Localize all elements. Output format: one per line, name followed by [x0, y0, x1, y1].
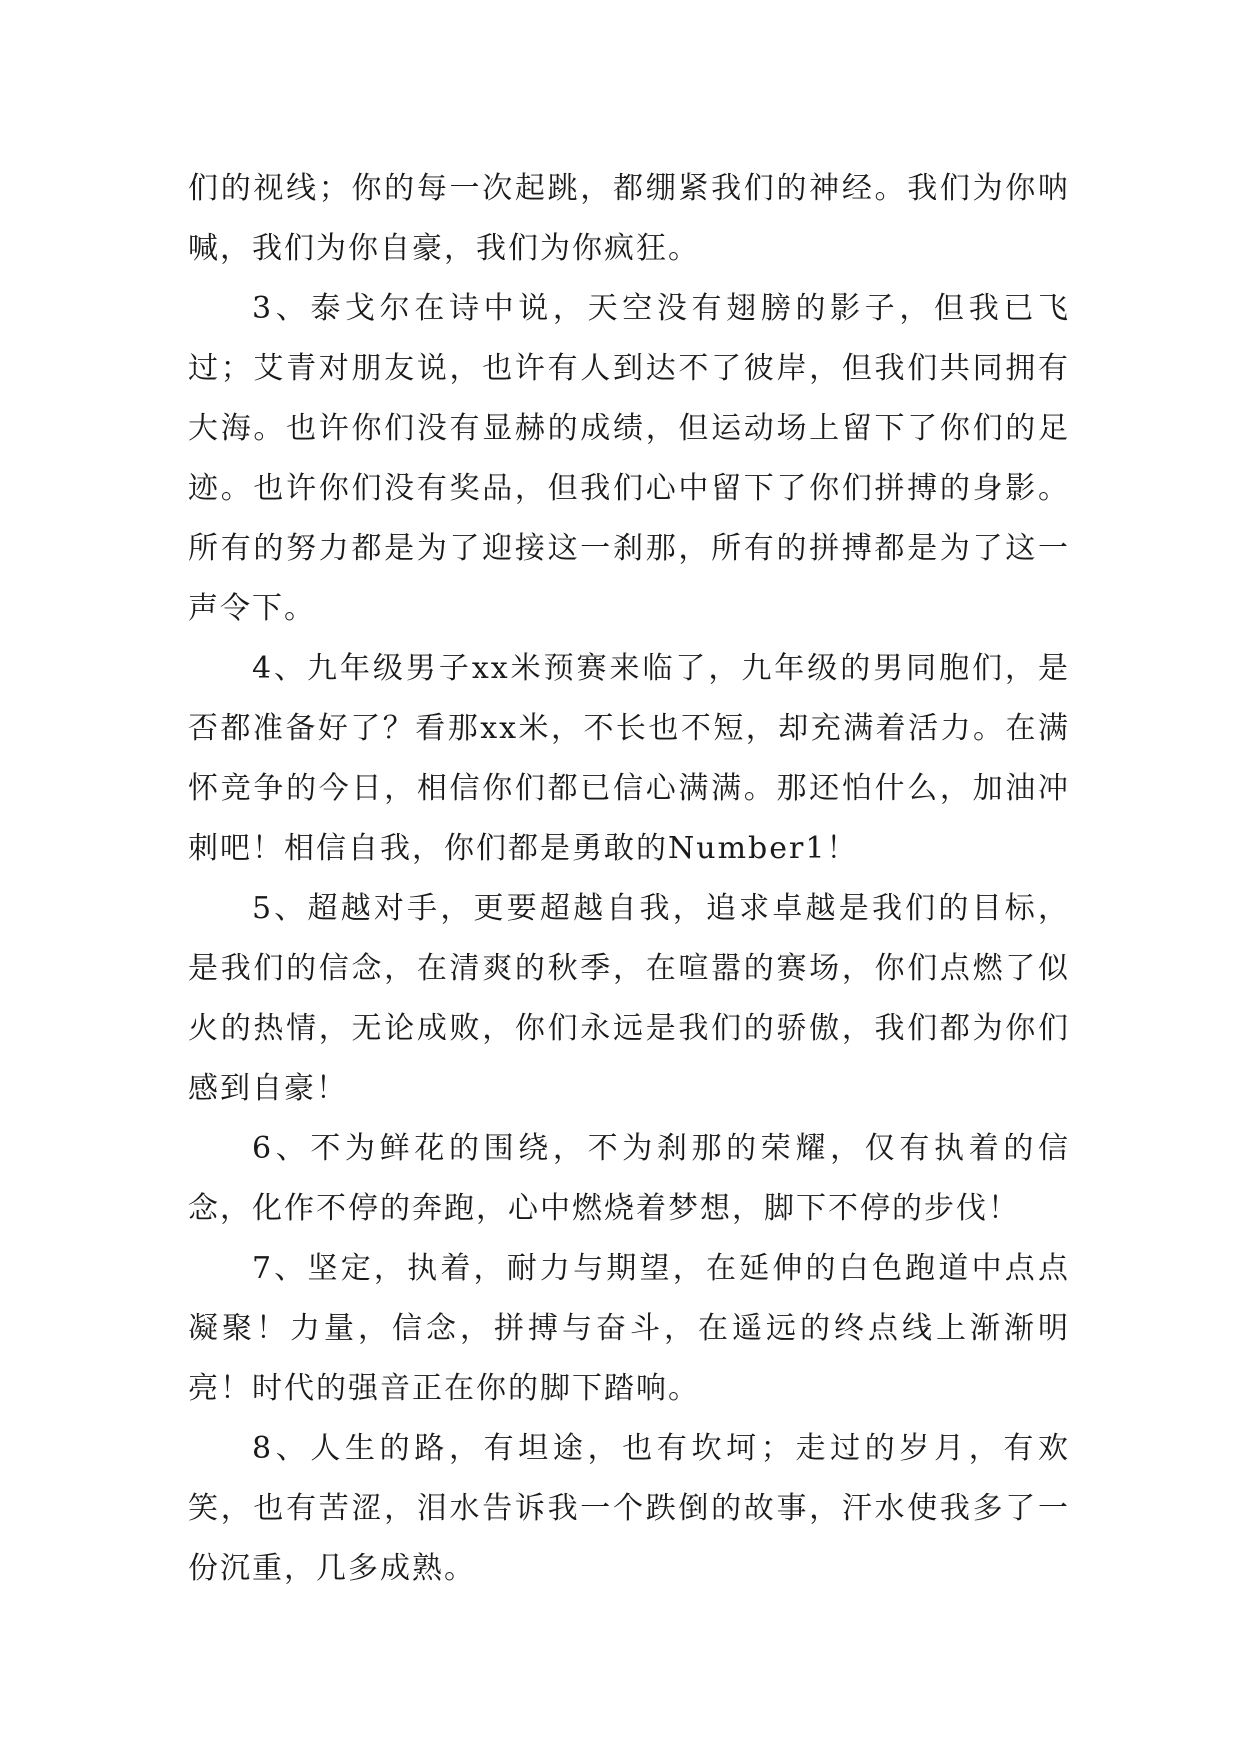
paragraph-7: 7、坚定，执着，耐力与期望，在延伸的白色跑道中点点凝聚！力量，信念，拼搏与奋斗，在遥远的终点线上渐渐明亮！时代的强音正在你的脚下踏响。 [188, 1251, 1070, 1406]
paragraph-4: 4、九年级男子xx米预赛来临了，九年级的男同胞们，是否都准备好了？看那xx米，不长也不短，却充满着活力。在满怀竞争的今日，相信你们都已信心满满。那还怕什么，加油冲刺吧！相信自我，你们都是勇敢的Number1！ [188, 651, 1070, 866]
paragraph-3: 3、泰戈尔在诗中说，天空没有翅膀的影子，但我已飞过；艾青对朋友说，也许有人到达不了彼岸，但我们共同拥有大海。也许你们没有显赫的成绩，但运动场上留下了你们的足迹。也许你们没有奖品，但我们心中留下了你们拼搏的身影。所有的努力都是为了迎接这一刹那，所有的拼搏都是为了这一声令下。 [188, 291, 1070, 626]
paragraph-5: 5、超越对手，更要超越自我，追求卓越是我们的目标，是我们的信念，在清爽的秋季，在喧嚣的赛场，你们点燃了似火的热情，无论成败，你们永远是我们的骄傲，我们都为你们感到自豪！ [188, 891, 1070, 1106]
document-body [188, 159, 1070, 1599]
paragraph-6: 6、不为鲜花的围绕，不为刹那的荣耀，仅有执着的信念，化作不停的奔跑，心中燃烧着梦想，脚下不停的步伐！ [188, 1131, 1070, 1226]
paragraph-8: 8、人生的路，有坦途，也有坎坷；走过的岁月，有欢笑，也有苦涩，泪水告诉我一个跌倒的故事，汗水使我多了一份沉重，几多成熟。 [188, 1431, 1070, 1586]
paragraph-continued: 们的视线；你的每一次起跳，都绷紧我们的神经。我们为你呐喊，我们为你自豪，我们为你疯狂。 [188, 171, 1070, 266]
